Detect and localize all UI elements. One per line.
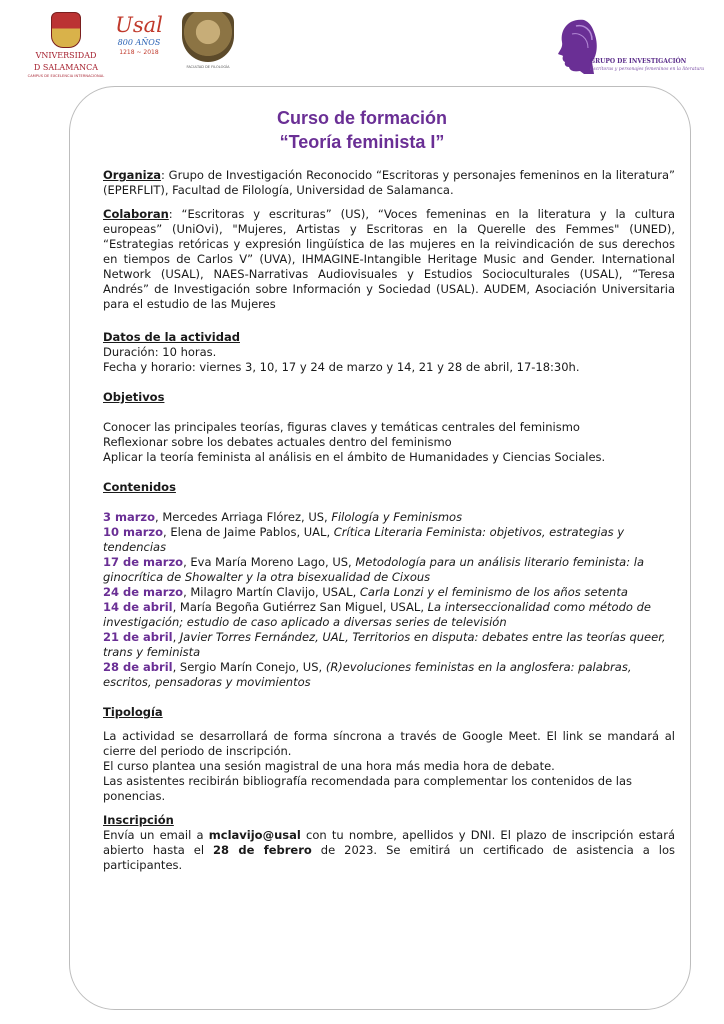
tipologia-p1: La actividad se desarrollará de forma síncrona a través de Google Meet. El link se mandará al cierre del periodo de inscripción. xyxy=(103,729,675,758)
inscripcion-heading: Inscripción xyxy=(103,813,174,827)
session-date: 17 de marzo xyxy=(103,555,184,569)
colaboran-label: Colaboran xyxy=(103,207,169,221)
usal-logo xyxy=(26,12,106,78)
inscripcion-paragraph xyxy=(103,828,675,873)
session-title: Filología y Feminismos xyxy=(331,510,463,524)
session-speaker: , Elena de Jaime Pablos, UAL, xyxy=(163,525,334,539)
tipologia-heading: Tipología xyxy=(103,705,163,719)
sessions-list xyxy=(103,510,675,690)
session-title: Crítica Literaria Feminista: objetivos, estrategias y tendencias xyxy=(103,525,625,554)
session-date: 14 de abril xyxy=(103,600,173,614)
anniversary-word: Usal xyxy=(115,13,163,37)
list-item xyxy=(103,660,675,690)
list-item xyxy=(103,525,675,555)
contenidos-heading: Contenidos xyxy=(103,480,176,494)
usal-name-line1: VNIVERSIDAD xyxy=(35,51,97,60)
grupo-logo xyxy=(554,16,704,78)
usal-subtitle: CAMPUS DE EXCELENCIA INTERNACIONAL xyxy=(27,74,105,78)
inscripcion-pre-email: Envía un email a xyxy=(103,828,209,842)
document-body xyxy=(103,168,675,873)
colaboran-paragraph xyxy=(103,207,675,312)
usal-seal-icon xyxy=(51,12,81,48)
session-speaker: , Milagro Martín Clavijo, USAL, xyxy=(183,585,360,599)
anniversary-logo xyxy=(108,12,170,56)
grupo-title: GRUPO DE INVESTIGACIÓN xyxy=(590,58,687,65)
tipologia-p3: Las asistentes recibirán bibliografía recomendada para complementar los contenidos de las ponencias. xyxy=(103,774,633,803)
inscripcion-post-deadline: de 2023. Se emitirá un certificado de asistencia a los participantes. xyxy=(103,843,675,872)
objetivos-heading: Objetivos xyxy=(103,390,165,404)
objetivos-list xyxy=(103,420,675,465)
list-item: Conocer las principales teorías, figuras claves y temáticas centrales del feminismo xyxy=(103,420,580,434)
list-item xyxy=(103,555,675,585)
session-speaker: , Sergio Marín Conejo, US, xyxy=(172,660,326,674)
list-item xyxy=(103,585,675,600)
page-subtitle: “Teoría feminista I” xyxy=(279,132,445,152)
usal-name-line2: D SALAMANCA xyxy=(33,63,99,72)
faculty-crest-icon xyxy=(182,12,234,62)
session-title: Metodología para un análisis literario feminista: la ginocrítica de Showalter y la otra bisexualidad de Cixous xyxy=(103,555,644,584)
page-title: Curso de formación xyxy=(276,108,448,128)
datos-heading: Datos de la actividad xyxy=(103,330,240,344)
list-item: Aplicar la teoría feminista al análisis en el ámbito de Humanidades y Ciencias Sociales. xyxy=(103,450,606,464)
session-speaker: , Mercedes Arriaga Flórez, US, xyxy=(155,510,332,524)
grupo-subtitle: Escritoras y personajes femeninos en la literatura xyxy=(590,67,705,72)
inscripcion-post-email: con tu nombre, apellidos y DNI. El plazo de inscripción estará abierto hasta el xyxy=(103,828,675,857)
faculty-name: FACULTAD DE FILOLOGÍA xyxy=(186,65,230,69)
organiza-text: : Grupo de Investigación Reconocido “Escritoras y personajes femeninos en la literatura” (EPERFLIT), Facultad de Filología, Universidad de Salamanca. xyxy=(103,168,675,197)
list-item: Reflexionar sobre los debates actuales dentro del feminismo xyxy=(103,435,452,449)
organiza-label: Organiza xyxy=(103,168,162,182)
datos-fecha: Fecha y horario: viernes 3, 10, 17 y 24 de marzo y 14, 21 y 28 de abril, 17-18:30h. xyxy=(103,360,580,374)
anniversary-label: 800 AÑOS xyxy=(117,38,161,47)
list-item xyxy=(103,630,675,660)
session-date: 10 marzo xyxy=(103,525,164,539)
anniversary-years: 1218 ~ 2018 xyxy=(119,49,159,56)
faculty-logo xyxy=(176,12,240,69)
session-title: Javier Torres Fernández, UAL, Territorios en disputa: debates entre las teorías queer, trans y feminista xyxy=(103,630,666,659)
tipologia-p2: El curso plantea una sesión magistral de una hora más media hora de debate. xyxy=(103,759,555,773)
datos-duracion: Duración: 10 horas. xyxy=(103,345,217,359)
contact-email-link[interactable]: mclavijo@usal xyxy=(208,828,301,842)
list-item xyxy=(103,510,675,525)
session-date: 24 de marzo xyxy=(103,585,184,599)
session-date: 28 de abril xyxy=(103,660,173,674)
list-item xyxy=(103,600,675,630)
deadline-date: 28 de febrero xyxy=(213,843,312,857)
session-date: 21 de abril xyxy=(103,630,173,644)
colaboran-text: : “Escritoras y escrituras” (US), “Voces femeninas en la literatura y la cultura europeas” (UniOvi), "Mujeres, Artistas y Escritoras en la Querelle des Femmes" (UNED), “Estrategias retóricas y expresión lingüística de las mujeres en la reivindicación de sus derechos en tiempos de Carlos V” (UVA), IHMAGINE-Intangible Heritage Music and Gender. International Network (USAL), NAES-Narrativas Audiovisuales y Estudios Socioculturales (USAL), “Teresa Andrés” de Investigación sobre Información y Sociedad (USAL). AUDEM, Asociación Universitaria para el estudio de las Mujeres xyxy=(103,207,675,311)
session-title: (R)evoluciones feministas en la anglosfera: palabras, escritos, pensadoras y movimientos xyxy=(103,660,632,689)
session-title: La interseccionalidad como método de investigación; estudio de caso aplicado a diversas series de televisión xyxy=(103,600,651,629)
session-speaker: , Eva María Moreno Lago, US, xyxy=(183,555,356,569)
organiza-paragraph xyxy=(103,168,675,198)
session-date: 3 marzo xyxy=(103,510,156,524)
session-speaker: , xyxy=(172,630,180,644)
session-title: Carla Lonzi y el feminismo de los años setenta xyxy=(359,585,628,599)
session-speaker: , María Begoña Gutiérrez San Miguel, USAL, xyxy=(172,600,428,614)
